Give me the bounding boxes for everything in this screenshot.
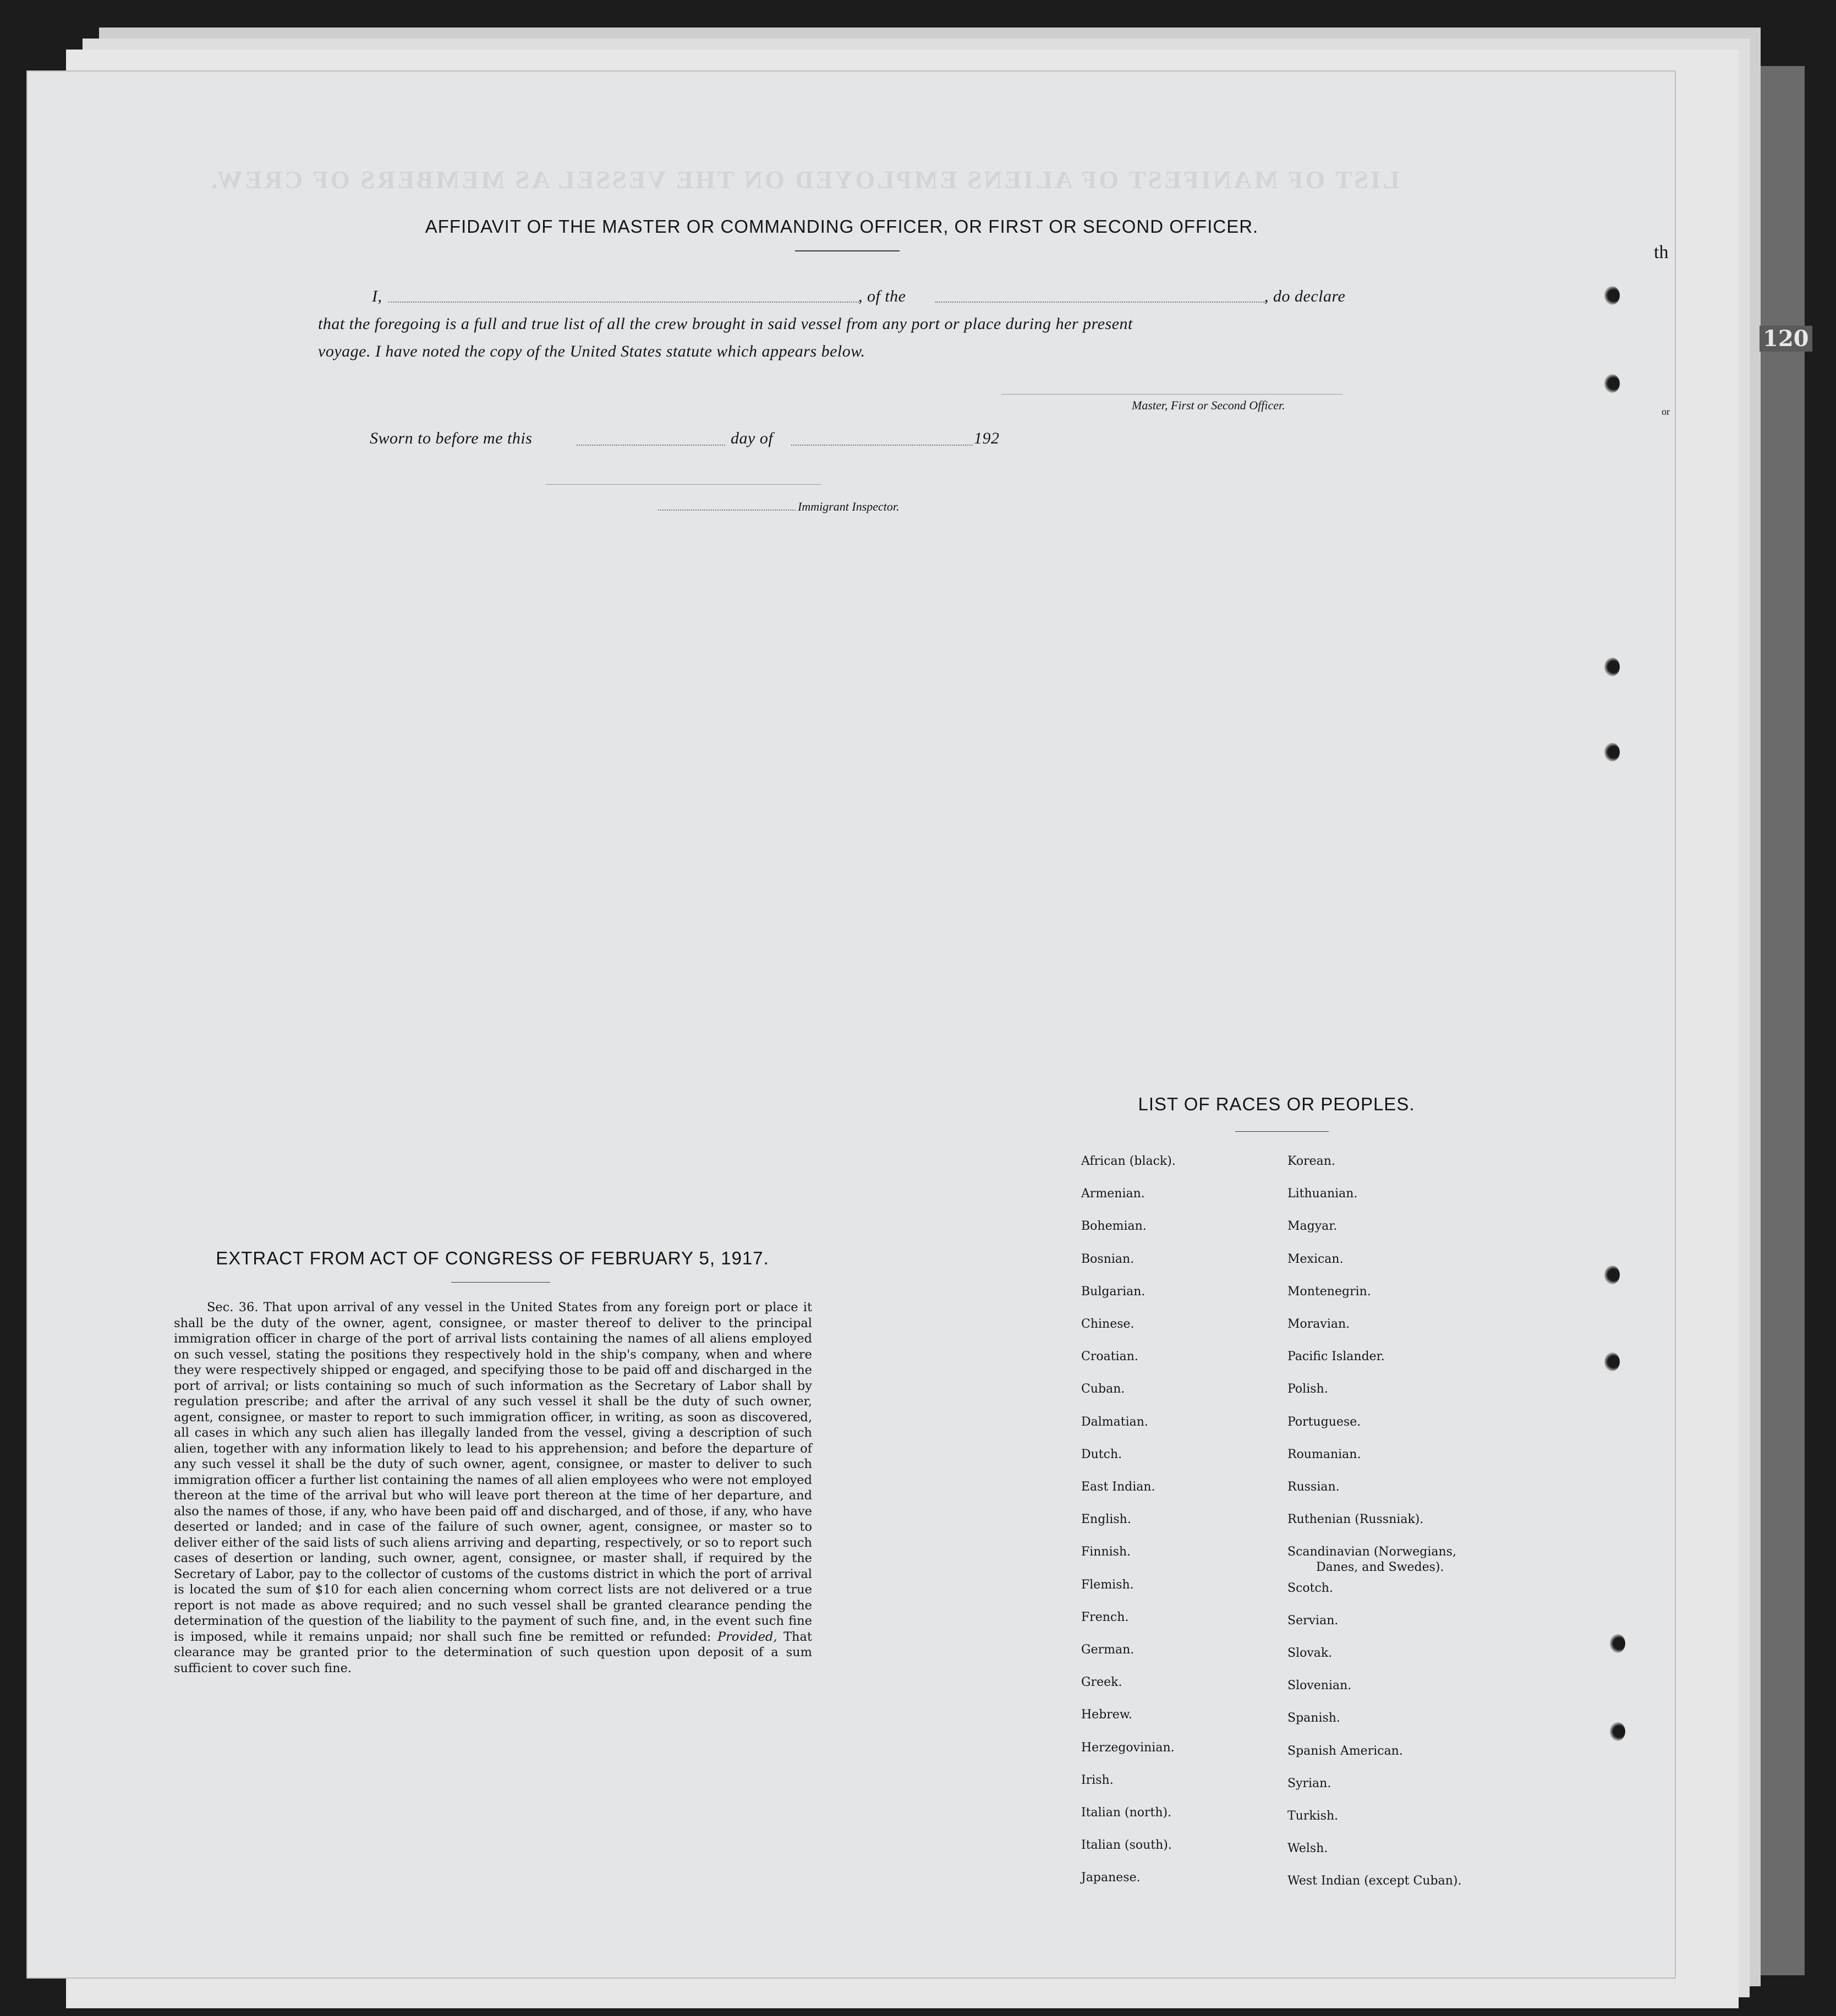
sworn-year: 192	[974, 429, 1000, 447]
race-item: Welsh.	[1287, 1842, 1328, 1856]
stamp-number: 120	[1760, 326, 1812, 352]
race-item: Mexican.	[1287, 1252, 1344, 1266]
signature-line	[1001, 394, 1342, 395]
race-item: Russian.	[1287, 1480, 1340, 1494]
affidavit-declare: , do declare	[1264, 287, 1346, 305]
race-item: Croatian.	[1081, 1350, 1138, 1364]
extract-text-part1: That upon arrival of any vessel in the United States from any foreign port or place it shall be the duty of the owner, agent, consignee, or master thereof to deliver to the principal immigration officer in charge of the port of arrival lists containing the names of all aliens employed on such vessel, stating the positions they respectively hold in the ship's company, when and where they were respectively shipped or engaged, and specifying those to be paid off and discharged in the port of arrival; or lists containing so much of such information as the Secretary of Labor shall by regulation prescribe; and after the arrival of any such vessel it shall be the duty of such owner, agent, consignee, or master to report to such immigration officer, in writing, as soon as discovered, all cases in which any such alien has illegally landed from the vessel, giving a description of such alien, together with any information likely to lead to his apprehension; and before the departure of any such vessel it shall be the duty of such owner, agent, consignee, or master to deliver to such immigration officer a further list containing the names of all alien employees who were not employed thereon at the time of the arrival but who will leave port thereon at the time of her departure, and also the names of those, if any, who have been paid off and discharged, and of those, if any, who have deserted or landed; and in case of the failure of such owner, agent, consignee, or master so to deliver either of the said lists of such aliens arriving and departing, respectively, or so to report such cases of desertion or landing, such owner, agent, consignee, or master shall, if required by the Secretary of Labor, pay to the collector of customs of the customs district in which the port of arrival is located the sum of $10 for each alien concerning whom correct lists are not delivered or a true report is not made as above required; and no such vessel shall be granted clearance pending the determination of the question of the liability to the payment of such fine, and, in the event such fine is imposed, while it remains unpaid; nor shall such fine be remitted or refunded:	[174, 1300, 813, 1644]
race-item: West Indian (except Cuban).	[1287, 1874, 1462, 1888]
extract-provided: Provided,	[717, 1629, 777, 1644]
name-blank	[388, 302, 859, 303]
race-item: Korean.	[1287, 1154, 1335, 1168]
races-underline	[1235, 1131, 1329, 1132]
race-item: Spanish American.	[1287, 1744, 1403, 1758]
sworn-day-blank	[577, 445, 725, 446]
race-item: Spanish.	[1287, 1711, 1340, 1725]
race-item: Dutch.	[1081, 1447, 1122, 1461]
race-item: French.	[1081, 1610, 1129, 1624]
binder-edge	[1761, 66, 1805, 1975]
race-item: Servian.	[1287, 1613, 1339, 1628]
race-item: Armenian.	[1081, 1187, 1145, 1201]
race-item: Italian (south).	[1081, 1838, 1172, 1853]
race-item: Polish.	[1287, 1382, 1328, 1396]
race-item: Roumanian.	[1287, 1447, 1361, 1461]
race-item: Bohemian.	[1081, 1219, 1147, 1234]
race-item: Montenegrin.	[1287, 1284, 1371, 1299]
extract-body	[174, 1300, 812, 1676]
hole-punch	[1604, 1266, 1620, 1284]
race-item: Finnish.	[1081, 1545, 1131, 1559]
hole-punch	[1610, 1722, 1625, 1741]
race-item: Hebrew.	[1081, 1708, 1133, 1722]
race-item: Greek.	[1081, 1675, 1122, 1690]
inspector-dotted	[658, 510, 796, 511]
vessel-blank	[935, 302, 1265, 303]
inspector-line	[546, 484, 821, 485]
race-item: Irish.	[1081, 1773, 1114, 1787]
race-item: English.	[1081, 1513, 1131, 1527]
affidavit-line3: voyage. I have noted the copy of the United States statute which appears below.	[318, 342, 865, 360]
race-item-continuation: Danes, and Swedes).	[1316, 1560, 1444, 1575]
race-item: Dalmatian.	[1081, 1415, 1148, 1429]
title-underline	[795, 250, 900, 251]
sworn-month-blank	[791, 445, 973, 446]
bleed-through-title: LIST OF MANIFEST OF ALIENS EMPLOYED ON THE VESSEL AS MEMBERS OF CREW.	[209, 166, 1400, 194]
race-item: Syrian.	[1287, 1776, 1331, 1790]
race-item: Japanese.	[1081, 1871, 1141, 1885]
hole-punch	[1610, 1634, 1625, 1653]
race-item: Chinese.	[1081, 1317, 1135, 1331]
hole-punch	[1604, 1352, 1620, 1371]
race-item: Lithuanian.	[1287, 1187, 1358, 1201]
race-item: Turkish.	[1287, 1809, 1339, 1823]
affidavit-line2: that the foregoing is a full and true list of all the crew brought in said vessel from any port or place during her present	[318, 315, 1133, 333]
race-item: Slovak.	[1287, 1646, 1333, 1660]
race-item: Herzegovinian.	[1081, 1740, 1175, 1755]
hole-punch	[1604, 743, 1620, 762]
hole-punch	[1604, 286, 1620, 305]
race-item: Moravian.	[1287, 1317, 1350, 1331]
edge-text-fragment: or	[1662, 406, 1670, 417]
extract-title: EXTRACT FROM ACT OF CONGRESS OF FEBRUARY 5, 1917.	[216, 1248, 769, 1268]
inspector-caption: Immigrant Inspector.	[798, 500, 900, 513]
affidavit-title: AFFIDAVIT OF THE MASTER OR COMMANDING OFFICER, OR FIRST OR SECOND OFFICER.	[425, 216, 1259, 237]
race-item: Flemish.	[1081, 1577, 1134, 1592]
race-item: German.	[1081, 1643, 1135, 1657]
affidavit-of-the: , of the	[858, 287, 906, 305]
race-item: Portuguese.	[1287, 1415, 1361, 1429]
race-item: Cuban.	[1081, 1382, 1125, 1396]
affidavit-i: I,	[372, 287, 382, 305]
hole-punch	[1604, 374, 1620, 393]
race-item: African (black).	[1081, 1154, 1176, 1168]
extract-text-part2: That clearance may be granted prior to the determination of such question upon deposit of a sum sufficient to cover such fine.	[174, 1629, 813, 1675]
extract-underline	[451, 1282, 550, 1283]
race-item: Bulgarian.	[1081, 1284, 1146, 1299]
race-item: Scandinavian (Norwegians,	[1287, 1545, 1456, 1559]
race-item: Slovenian.	[1287, 1679, 1352, 1693]
hole-punch	[1604, 658, 1620, 676]
section-label: Sec. 36.	[207, 1300, 259, 1314]
race-item: East Indian.	[1081, 1480, 1155, 1494]
race-item: Magyar.	[1287, 1219, 1338, 1234]
race-item: Bosnian.	[1081, 1252, 1135, 1266]
edge-text-fragment: th	[1654, 242, 1669, 262]
sworn-prefix: Sworn to before me this	[370, 429, 533, 447]
race-item: Italian (north).	[1081, 1806, 1172, 1820]
signature-caption: Master, First or Second Officer.	[1132, 398, 1285, 412]
race-item: Scotch.	[1287, 1581, 1333, 1595]
race-item: Ruthenian (Russniak).	[1287, 1513, 1424, 1527]
race-item: Pacific Islander.	[1287, 1350, 1385, 1364]
sworn-day-of: day of	[731, 429, 774, 447]
races-title: LIST OF RACES OR PEOPLES.	[1138, 1094, 1415, 1114]
